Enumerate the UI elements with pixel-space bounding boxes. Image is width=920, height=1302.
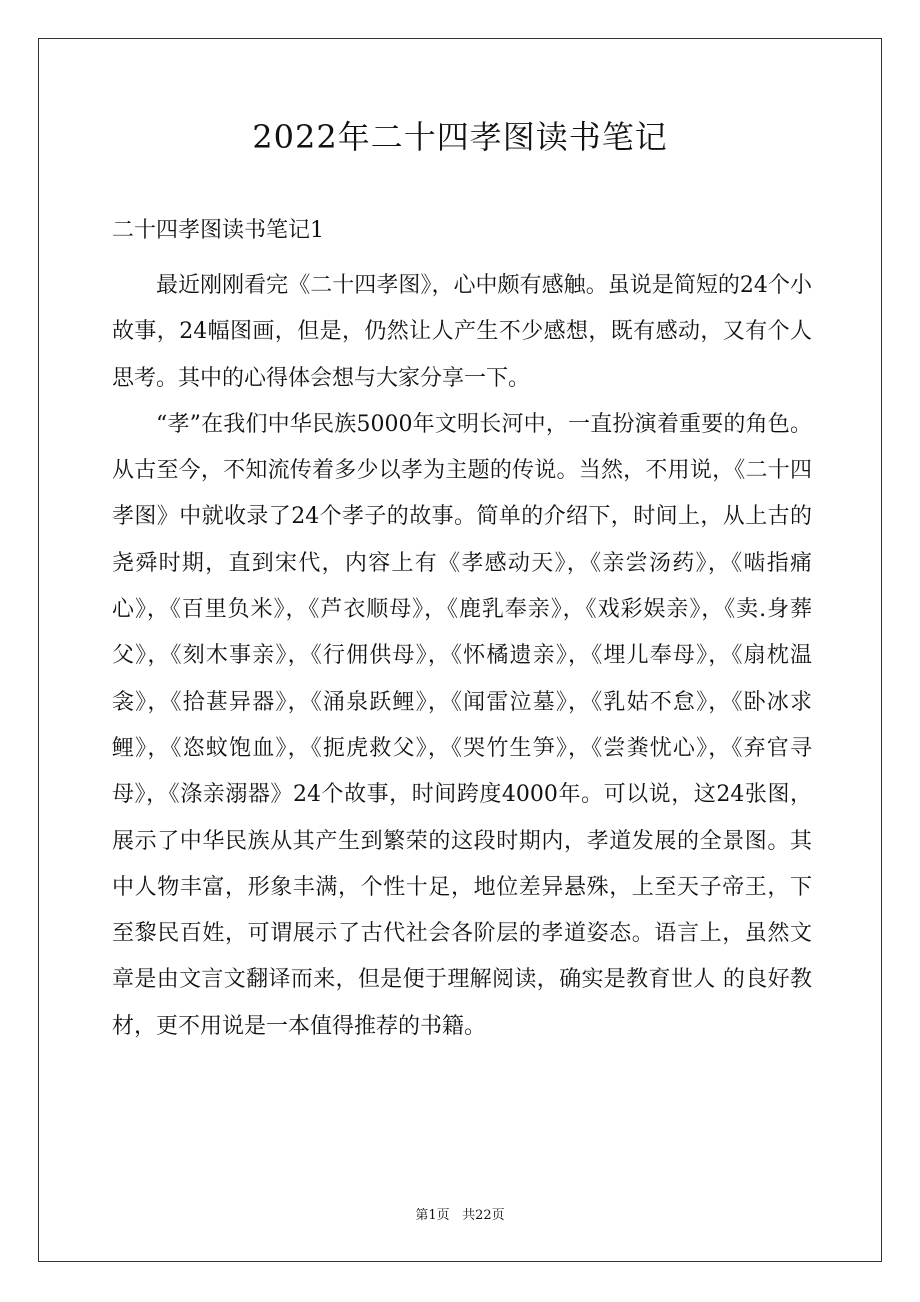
section-heading: 二十四孝图读书笔记1: [112, 218, 324, 243]
paragraph-2: “孝”在我们中华民族5000年文明长河中，一直扮演着重要的角色。从古至今，不知流传着多少以孝为主题的传说。当然，不用说，《二十四孝图》中就收录了24个孝子的故事。简单的介绍下，时间上，从上古的尧舜时期，直到宋代，内容上有《孝感动天》，《亲尝汤药》，《啮指痛心》，《百里负米》，《芦衣顺母》，《鹿乳奉亲》，《戏彩娱亲》，《卖.身葬父》，《刻木事亲》，《行佣供母》，《怀橘遗亲》，《埋儿奉母》，《扇枕温衾》，《拾葚异器》，《涌泉跃鲤》，《闻雷泣墓》，《乳姑不怠》，《卧冰求鲤》，《恣蚊饱血》，《扼虎救父》，《哭竹生笋》，《尝粪忧心》，《弃官寻母》，《涤亲溺器》24个故事，时间跨度4000年。可以说，这24张图，展示了中华民族从其产生到繁荣的这段时期内，孝道发展的全景图。其中人物丰富，形象丰满，个性十足，地位差异悬殊，上至天子帝王，下至黎民百姓，可谓展示了古代社会各阶层的孝道姿态。语言上，虽然文章是由文言文翻译而来，但是便于理解阅读，确实是教育世人 的良好教材，更不用说是一本值得推荐的书籍。: [112, 411, 812, 1039]
page-footer: [0, 1206, 920, 1226]
paragraph-1: 最近刚刚看完《二十四孝图》，心中颇有感触。虽说是简短的24个小故事，24幅图画，但是，仍然让人产生不少感想，既有感动，又有个人思考。其中的心得体会想与大家分享一下。: [112, 273, 812, 391]
page-total: 共22页: [462, 1208, 505, 1223]
document-title: 2022年二十四孝图读书笔记: [252, 118, 668, 156]
page-number: 第1页: [415, 1208, 450, 1223]
document-body: [112, 263, 812, 1050]
